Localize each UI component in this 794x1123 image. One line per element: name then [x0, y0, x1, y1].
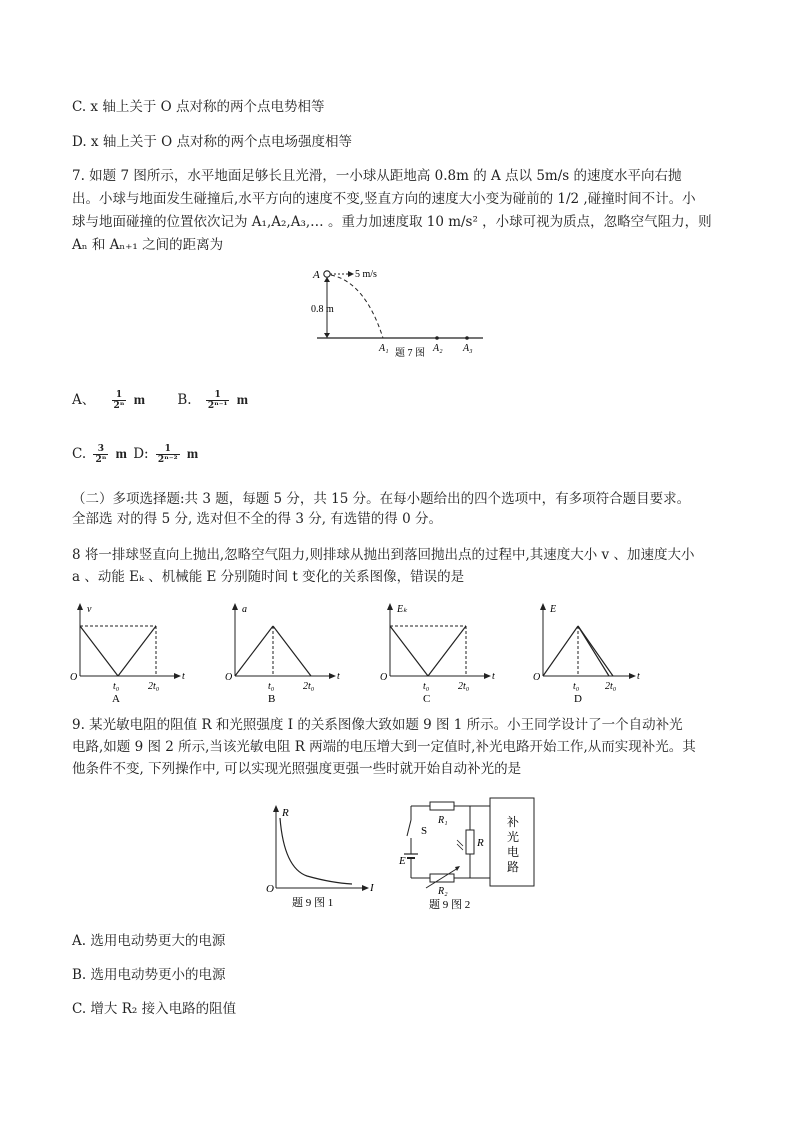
q9-fig2-r: R: [477, 837, 484, 849]
q7-option-d-prefix: D:: [133, 446, 149, 462]
q9-stem-line1: 9. 某光敏电阻的阻值 R 和光照强度 I 的关系图像大致如题 9 图 1 所示。小王同学设计了一个自动补光: [72, 717, 683, 733]
q7-stem-line1: 7. 如题 7 图所示，水平地面足够长且光滑，一小球从距地高 0.8m 的 A 点以 5m/s 的速度水平向右抛: [72, 168, 682, 184]
q7-label-a: A: [313, 269, 320, 281]
q7-option-d-unit: m: [186, 446, 199, 461]
q7-option-c-frac: [93, 444, 108, 465]
q8-d-t1: t₀: [573, 681, 580, 692]
ball-icon: [324, 271, 330, 277]
q8-d-xlabel: t: [637, 671, 640, 682]
q8-b-ylabel: a: [242, 604, 247, 615]
q8-a-ylabel: v: [87, 604, 92, 615]
q7-option-d-frac: [156, 444, 180, 465]
q8-b-t1: t₀: [268, 681, 275, 692]
q7-option-b-prefix: B.: [177, 392, 192, 408]
q7-option-a-prefix: A、: [72, 392, 96, 408]
q7-caption: 题 7 图: [395, 348, 425, 359]
q7-velocity-label: 5 m/s: [355, 269, 377, 280]
q9-option-b: B. 选用电动势更小的电源: [72, 967, 226, 983]
q8-d-ylabel: E: [550, 604, 557, 615]
q7-height-label: 0.8 m: [311, 304, 334, 315]
q7-stem-line4: Aₙ 和 Aₙ₊₁ 之间的距离为: [72, 237, 224, 253]
q7-option-b-den: 2ⁿ⁻¹: [207, 401, 228, 411]
q9-stem-line2: 电路,如题 9 图 2 所示,当该光敏电阻 R 两端的电压增大到一定值时,补光电路开始工作,从而实现补光。其: [72, 739, 696, 755]
q9-fig2-r1: R₁: [438, 815, 448, 826]
q8-c-t2: 2t₀: [458, 681, 470, 692]
q7-option-c-num: 3: [93, 444, 108, 455]
q7-option-a-num: 1: [112, 390, 127, 401]
q7-stem-line3: 球与地面碰撞的位置依次记为 A₁,A₂,A₃,… 。重力加速度取 10 m/s² ，小球可视为质点，忽略空气阻力，则: [72, 214, 712, 230]
q8-graph-b: [225, 603, 340, 705]
q7-option-b-frac: [206, 390, 230, 411]
q8-stem-line1: 8 将一排球竖直向上抛出,忽略空气阻力,则排球从抛出到落回抛出点的过程中,其速度大小 v 、加速度大小: [72, 547, 695, 563]
q8-c-ylabel: Eₖ: [397, 604, 408, 615]
q8-d-origin: O: [533, 672, 541, 683]
q9-figure2: [395, 796, 540, 910]
q9-fig1-caption: 题 9 图 1: [292, 897, 334, 909]
q8-graph-d: [533, 603, 640, 705]
q8-b-option: B: [268, 693, 276, 705]
q9-fig2-e: E: [399, 855, 406, 867]
resistor-r1-icon: [430, 802, 454, 810]
q7-option-a-row: [72, 390, 248, 411]
q7-option-c-unit: m: [115, 446, 127, 461]
q8-b-origin: O: [225, 672, 233, 683]
q8-a-t1: t₀: [113, 681, 120, 692]
photoresistor-icon: [466, 830, 474, 854]
q8-a-origin: O: [70, 672, 78, 683]
q7-option-d-num: 1: [156, 444, 180, 455]
q9-fig1-origin: O: [266, 883, 274, 895]
arrow-icon: [348, 271, 354, 277]
q7-option-c-row: [72, 444, 198, 465]
section2-line1: （二）多项选择题:共 3 题，每题 5 分，共 15 分。在每小题给出的四个选项中，有多项符合题目要求。: [72, 491, 691, 507]
q9-fig2-box-3: 电: [507, 845, 520, 859]
q8-c-t1: t₀: [423, 681, 430, 692]
q9-option-a: A. 选用电动势更大的电源: [72, 933, 226, 949]
q8-d-option: D: [574, 693, 582, 705]
q7-stem-line2: 出。小球与地面发生碰撞后,水平方向的速度不变,竖直方向的速度大小变为碰前的 1/2 ,碰撞时间不计。小: [72, 191, 696, 207]
q8-c-option: C: [423, 693, 431, 705]
q7-option-a-unit: m: [133, 392, 146, 407]
q7-figure: [305, 262, 495, 362]
q9-option-c: C. 增大 R₂ 接入电路的阻值: [72, 1001, 237, 1017]
q9-figure1: [262, 798, 382, 910]
q9-fig2-box-2: 光: [507, 830, 520, 844]
q8-c-xlabel: t: [492, 671, 495, 682]
q8-a-option: A: [112, 693, 120, 705]
q9-fig2-s: S: [421, 825, 428, 837]
q9-fig2-r2: R₂: [438, 886, 448, 897]
q8-b-xlabel: t: [337, 671, 340, 682]
q7-a2: A₂: [433, 343, 443, 354]
q6-option-c: C. x 轴上关于 O 点对称的两个点电势相等: [72, 99, 325, 115]
q8-stem-line2: a 、动能 Eₖ 、机械能 E 分别随时间 t 变化的关系图像，错误的是: [72, 569, 465, 585]
q7-option-b-num: 1: [206, 390, 230, 401]
q9-fig1-ylabel: R: [282, 807, 289, 819]
q9-stem-line3: 他条件不变, 下列操作中, 可以实现光照强度更强一些时就开始自动补光的是: [72, 761, 522, 777]
q8-d-t2: 2t₀: [605, 681, 617, 692]
q8-graph-a: [70, 603, 185, 705]
q7-a3: A₃: [463, 343, 473, 354]
q7-option-c-prefix: C.: [72, 446, 87, 462]
q7-option-d-den: 2ⁿ⁻²: [157, 455, 178, 465]
q7-option-b-unit: m: [236, 392, 249, 407]
q8-graph-c: [380, 603, 495, 705]
q8-a-xlabel: t: [182, 671, 185, 682]
q7-option-a-den: 2ⁿ: [113, 401, 125, 411]
q9-fig2-box-1: 补: [507, 815, 520, 829]
q8-a-t2: 2t₀: [148, 681, 160, 692]
q8-c-origin: O: [380, 672, 388, 683]
q9-fig2-caption: 题 9 图 2: [429, 899, 471, 910]
q8-graphs: [60, 598, 640, 708]
q6-option-d: D. x 轴上关于 O 点对称的两个点电场强度相等: [72, 134, 352, 150]
switch-icon: [407, 820, 411, 836]
section2-line2: 全部选 对的得 5 分, 选对但不全的得 3 分, 有选错的得 0 分。: [72, 511, 442, 527]
q7-option-a-frac: [112, 390, 127, 411]
q9-fig2-box-4: 路: [507, 860, 520, 874]
q7-a1: A₁: [379, 343, 389, 354]
q9-fig1-xlabel: I: [370, 882, 374, 894]
q8-b-t2: 2t₀: [303, 681, 315, 692]
q7-option-c-den: 2ⁿ: [95, 455, 107, 465]
